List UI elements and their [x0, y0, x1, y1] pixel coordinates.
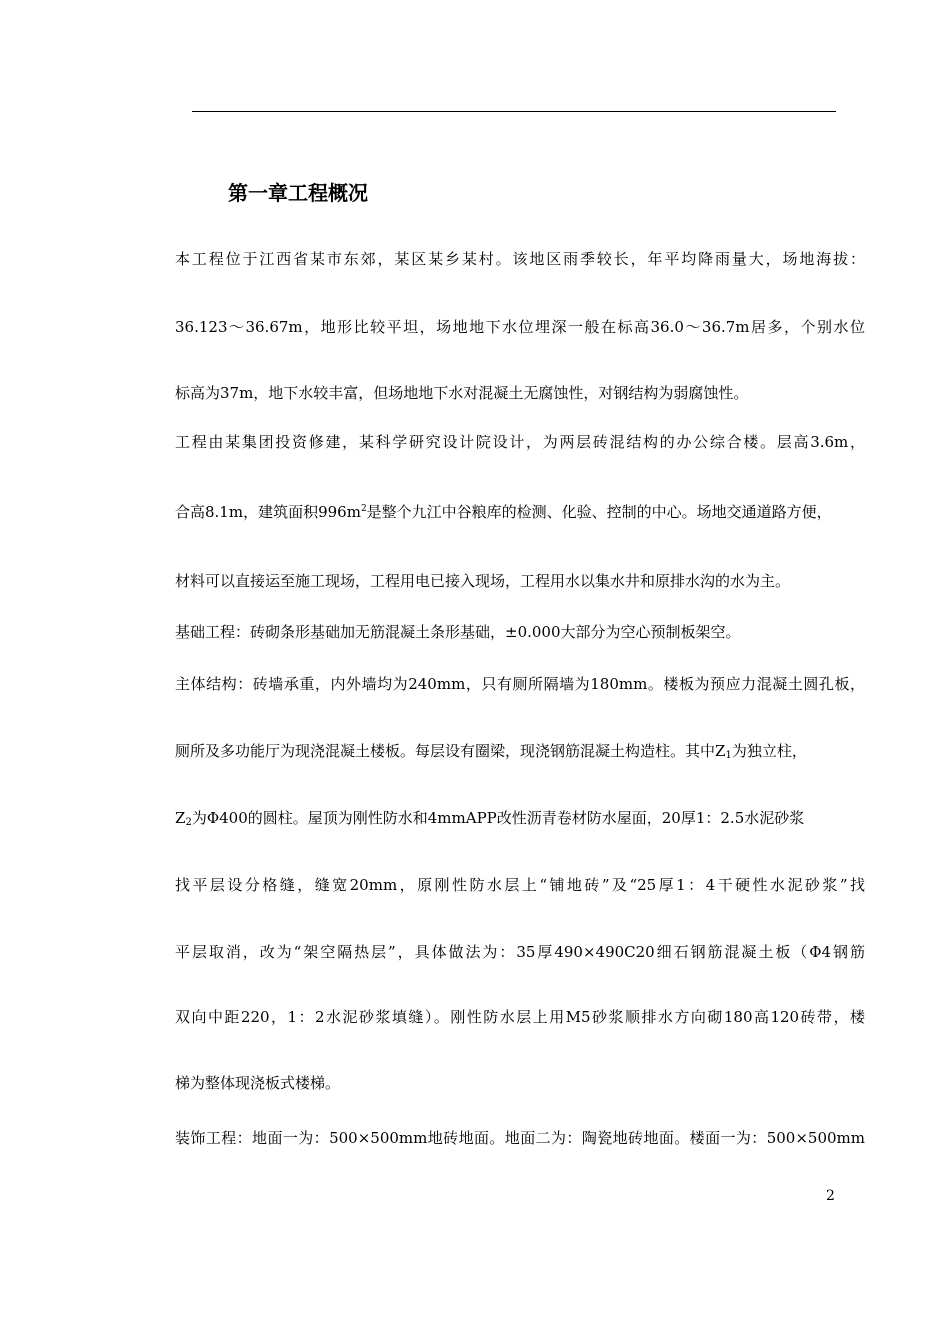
paragraph-2-line-1: 工程由某集团投资修建，某科学研究设计院设计，为两层砖混结构的办公综合楼。层高3.6m，: [175, 433, 865, 451]
paragraph-4-line-3-text-b: 为Φ400的圆柱。屋顶为刚性防水和4mmAPP改性沥青卷材防水屋面，20厚1：2.5水泥砂浆: [191, 809, 805, 827]
paragraph-2-line-3: 材料可以直接运至施工现场，工程用电已接入现场，工程用水以集水井和原排水沟的水为主。: [175, 572, 791, 590]
paragraph-3-line-1: 基础工程：砖砌条形基础加无筋混凝土条形基础，±0.000大部分为空心预制板架空。: [175, 623, 741, 641]
paragraph-1-line-2: 36.123～36.67m，地形比较平坦，场地地下水位埋深一般在标高36.0～36.7m居多，个别水位: [175, 318, 865, 336]
paragraph-4-line-7: 梯为整体现浇板式楼梯。: [175, 1074, 341, 1092]
paragraph-4-line-2-text-a: 厕所及多功能厅为现浇混凝土楼板。每层设有圈梁，现浇钢筋混凝土构造柱。其中Z: [175, 742, 726, 760]
subscript-1: 1: [725, 750, 732, 761]
paragraph-4-line-5: 平层取消，改为“架空隔热层”，具体做法为：35厚490×490C20细石钢筋混凝土板（Φ4钢筋: [175, 943, 865, 961]
chapter-title: 第一章工程概况: [228, 181, 368, 205]
paragraph-4-line-2: [175, 739, 865, 763]
subscript-2: 2: [185, 817, 192, 828]
paragraph-4-line-1: 主体结构：砖墙承重，内外墙均为240mm，只有厕所隔墙为180mm。楼板为预应力混凝土圆孔板，: [175, 675, 865, 693]
paragraph-2-line-2: [175, 500, 865, 524]
paragraph-4-line-2-text-b: 为独立柱，: [731, 742, 807, 760]
paragraph-1-line-3: 标高为37m，地下水较丰富，但场地地下水对混凝土无腐蚀性，对钢结构为弱腐蚀性。: [175, 384, 749, 402]
paragraph-1-line-1: 本工程位于江西省某市东郊，某区某乡某村。该地区雨季较长，年平均降雨量大，场地海拔：: [175, 250, 865, 268]
header-rule: [192, 111, 836, 112]
paragraph-2-line-2-text-b: 是整个九江中谷粮库的检测、化验、控制的中心。场地交通道路方便，: [366, 503, 832, 521]
paragraph-4-line-6: 双向中距220，1：2水泥砂浆填缝）。刚性防水层上用M5砂浆顺排水方向砌180高120砖带，楼: [175, 1008, 865, 1026]
paragraph-5-line-1: 装饰工程：地面一为：500×500mm地砖地面。地面二为：陶瓷地砖地面。楼面一为：500×500mm: [175, 1129, 865, 1147]
paragraph-4-line-4: 找平层设分格缝，缝宽20mm，原刚性防水层上“铺地砖”及“25厚1：4干硬性水泥砂浆”找: [175, 876, 865, 894]
superscript-2: 2: [360, 504, 367, 514]
page-number: 2: [826, 1188, 835, 1204]
paragraph-4-line-3: [175, 806, 865, 830]
paragraph-2-line-2-text-a: 合高8.1m，建筑面积996m: [175, 503, 361, 521]
paragraph-4-line-3-text-a: Z: [175, 809, 186, 827]
